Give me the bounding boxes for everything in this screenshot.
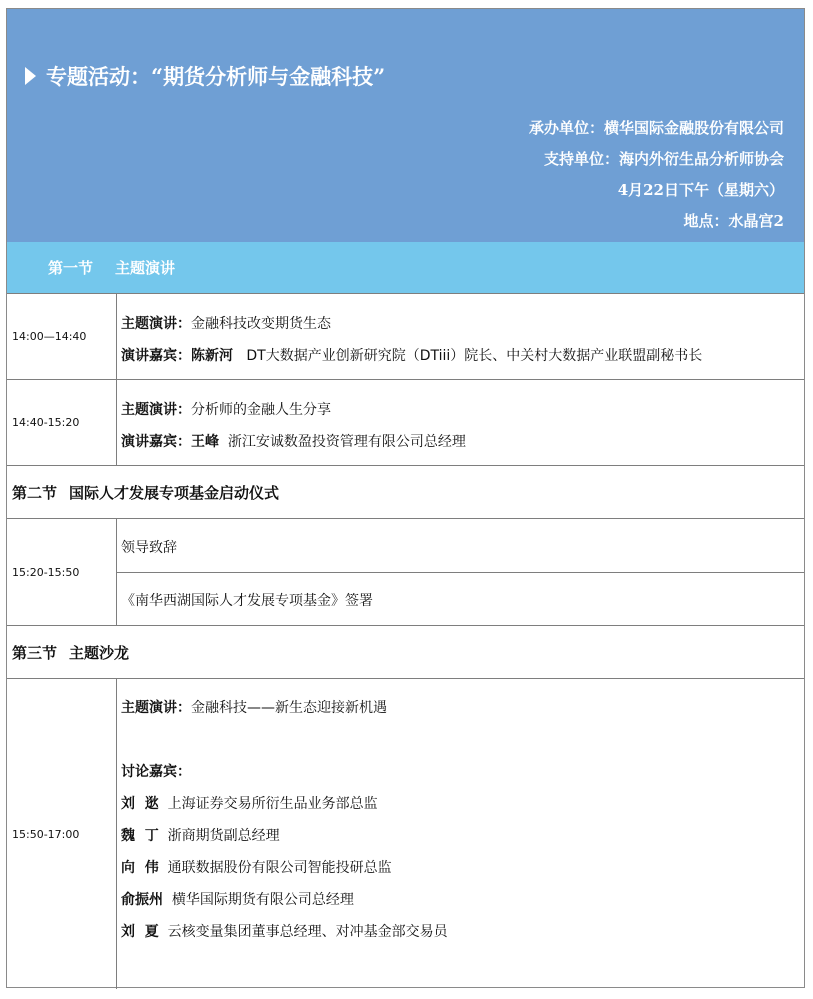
list-item <box>121 921 448 941</box>
topic-text: 金融科技——新生态迎接新机遇 <box>191 700 387 716</box>
speaker-desc: 浙江安诚数盈投资管理有限公司总经理 <box>227 434 466 450</box>
list-item: 领导致辞 <box>121 540 177 556</box>
topic-text: 分析师的金融人生分享 <box>191 402 331 418</box>
time-cell: 14:40-15:20 <box>7 380 117 465</box>
section-1-number: 第一节 <box>48 259 94 277</box>
event-info <box>529 113 784 237</box>
discussant-desc: 横华国际期货有限公司总经理 <box>171 892 354 908</box>
topic-line <box>121 313 331 333</box>
agenda-header <box>7 9 804 243</box>
event-venue: 地点：水晶宫2 <box>683 212 784 230</box>
discussant-desc: 云核变量集团董事总经理、对冲基金部交易员 <box>167 924 448 940</box>
speaker-label: 演讲嘉宾：陈新河 <box>121 348 233 364</box>
colon: ： <box>177 316 191 332</box>
time-cell: 15:50-17:00 <box>7 679 117 989</box>
triangle-bullet-icon <box>25 67 36 85</box>
discussant-desc: 浙商期货副总经理 <box>167 828 280 844</box>
section-1-header <box>7 242 804 294</box>
event-title-text: 专题活动：“期货分析师与金融科技” <box>46 64 386 89</box>
section-1-name: 主题演讲 <box>115 259 176 277</box>
section-3-header <box>7 626 804 679</box>
time-cell: 14:00—14:40 <box>7 294 117 379</box>
list-item: 《南华西湖国际人才发展专项基金》签署 <box>121 593 373 609</box>
organizer: 承办单位：横华国际金融股份有限公司 <box>528 119 784 137</box>
topic-line <box>121 399 331 419</box>
section-2-name: 国际人才发展专项基金启动仪式 <box>69 483 280 502</box>
discussant-name: 向 伟 <box>121 860 159 876</box>
table-row <box>7 519 804 626</box>
section-3-number: 第三节 <box>12 643 58 662</box>
divider <box>117 572 804 573</box>
discussant-desc: 上海证券交易所衍生品业务部总监 <box>167 796 378 812</box>
speaker-line <box>121 345 702 365</box>
speaker-line <box>121 431 466 451</box>
discussants-label: 讨论嘉宾： <box>121 764 191 780</box>
supporter: 支持单位：海内外衍生品分析师协会 <box>543 150 784 168</box>
discussant-name: 魏 丁 <box>121 828 159 844</box>
topic-label: 主题演讲 <box>121 316 177 332</box>
event-date: 4月22日下午（星期六） <box>617 181 784 199</box>
topic-label: 主题演讲 <box>121 700 177 716</box>
discussant-name: 俞振州 <box>121 892 163 908</box>
event-title <box>25 61 385 91</box>
topic-text: 金融科技改变期货生态 <box>191 316 331 332</box>
colon: ： <box>177 700 191 716</box>
discussant-name: 刘 夏 <box>121 924 159 940</box>
table-row <box>7 380 804 466</box>
colon: ： <box>177 402 191 418</box>
section-2-number: 第二节 <box>12 483 58 502</box>
section-2-header <box>7 466 804 519</box>
section-3-name: 主题沙龙 <box>69 643 130 662</box>
list-item <box>121 825 280 845</box>
table-row <box>7 679 804 989</box>
agenda-table <box>6 8 805 988</box>
topic-label: 主题演讲 <box>121 402 177 418</box>
speaker-desc: DT大数据产业创新研究院（DTiii）院长、中关村大数据产业联盟副秘书长 <box>246 348 703 364</box>
time-cell: 15:20-15:50 <box>7 519 117 625</box>
list-item <box>121 889 354 909</box>
discussant-desc: 通联数据股份有限公司智能投研总监 <box>167 860 392 876</box>
list-item <box>121 793 378 813</box>
list-item <box>121 857 392 877</box>
table-row <box>7 294 804 380</box>
speaker-label: 演讲嘉宾：王峰 <box>121 434 219 450</box>
discussant-name: 刘 逖 <box>121 796 159 812</box>
topic-line <box>121 697 387 717</box>
